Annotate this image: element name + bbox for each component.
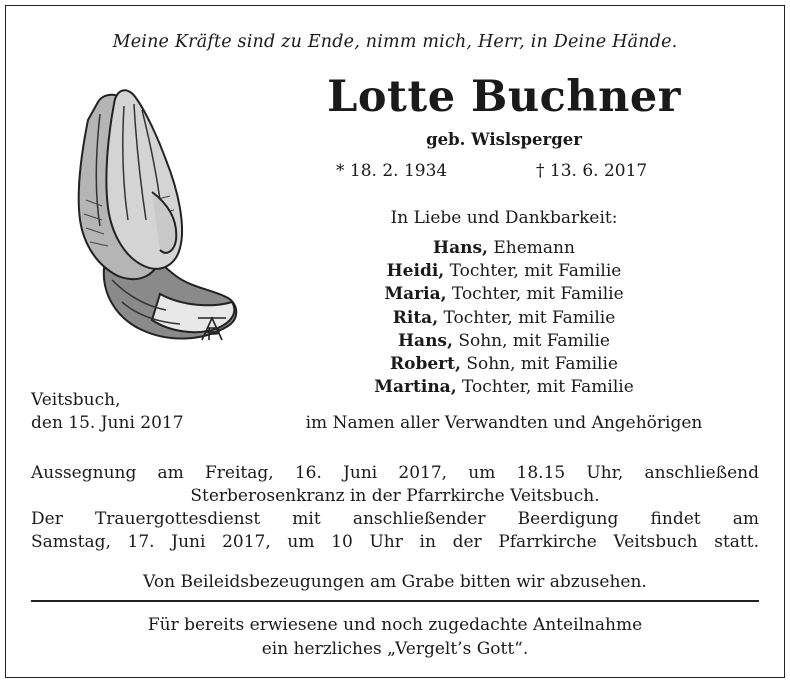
closing-line: Für bereits erwiesene und noch zugedachte Anteilnahme	[147, 615, 643, 635]
praying-hands-icon	[42, 80, 252, 356]
obituary-notice	[5, 5, 785, 678]
mourner-name: Rita,	[392, 307, 439, 328]
mourner-name: Martina,	[374, 377, 457, 398]
mourner-name: Hans,	[433, 238, 488, 258]
condolence-note: Von Beileidsbezeugungen am Grabe bitten wir abzusehen.	[143, 572, 647, 592]
mourner-relation: Sohn, mit Familie	[452, 330, 610, 351]
list-item	[264, 260, 744, 283]
motto: Meine Kräfte sind zu Ende, nimm mich, Herr, in Deine Hände.	[112, 32, 678, 52]
list-item	[264, 307, 744, 330]
divider	[31, 600, 759, 602]
list-item	[264, 353, 744, 376]
mourner-relation: Tochter, mit Familie	[446, 284, 624, 305]
maiden-name: geb. Wislsperger	[426, 130, 582, 149]
place-and-date	[31, 389, 184, 435]
notice-date: den 15. Juni 2017	[31, 413, 184, 433]
list-item	[264, 237, 744, 260]
service-line: Sterberosenkranz in der Pfarrkirche Veitsbuch.	[190, 486, 600, 506]
closing-thanks	[31, 613, 759, 661]
mourner-name: Heidi,	[386, 261, 445, 282]
death-date: † 13. 6. 2017	[536, 161, 648, 181]
mourner-relation: Sohn, mit Familie	[460, 354, 618, 375]
mourner-relation: Tochter, mit Familie	[438, 307, 616, 328]
service-line: Samstag, 17. Juni 2017, um 10 Uhr in der Pfarrkirche Veitsbuch statt.	[31, 532, 759, 552]
service-line: Aussegnung am Freitag, 16. Juni 2017, um 18.15 Uhr, anschließend	[31, 463, 759, 483]
list-item	[264, 283, 744, 306]
list-item	[264, 330, 744, 353]
mourner-relation: Tochter, mit Familie	[444, 261, 622, 282]
service-line: Der Trauergottesdienst mit anschließender Beerdigung findet am	[31, 509, 759, 529]
place: Veitsbuch,	[31, 390, 121, 410]
mourner-relation: Tochter, mit Familie	[456, 377, 634, 398]
mourner-name: Maria,	[384, 284, 447, 305]
service-details	[31, 462, 759, 554]
mourners-list	[264, 237, 744, 399]
mourner-name: Hans,	[398, 330, 453, 351]
thanks-intro: In Liebe und Dankbarkeit:	[390, 208, 618, 228]
birth-date: * 18. 2. 1934	[336, 161, 448, 181]
mourner-name: Robert,	[390, 354, 461, 375]
relatives-line: im Namen aller Verwandten und Angehörigen	[305, 413, 703, 433]
mourner-relation: Ehemann	[487, 238, 575, 258]
closing-line: ein herzliches „Vergelt’s Gott“.	[261, 639, 529, 659]
deceased-name: Lotte Buchner	[327, 72, 681, 122]
list-item	[264, 376, 744, 399]
